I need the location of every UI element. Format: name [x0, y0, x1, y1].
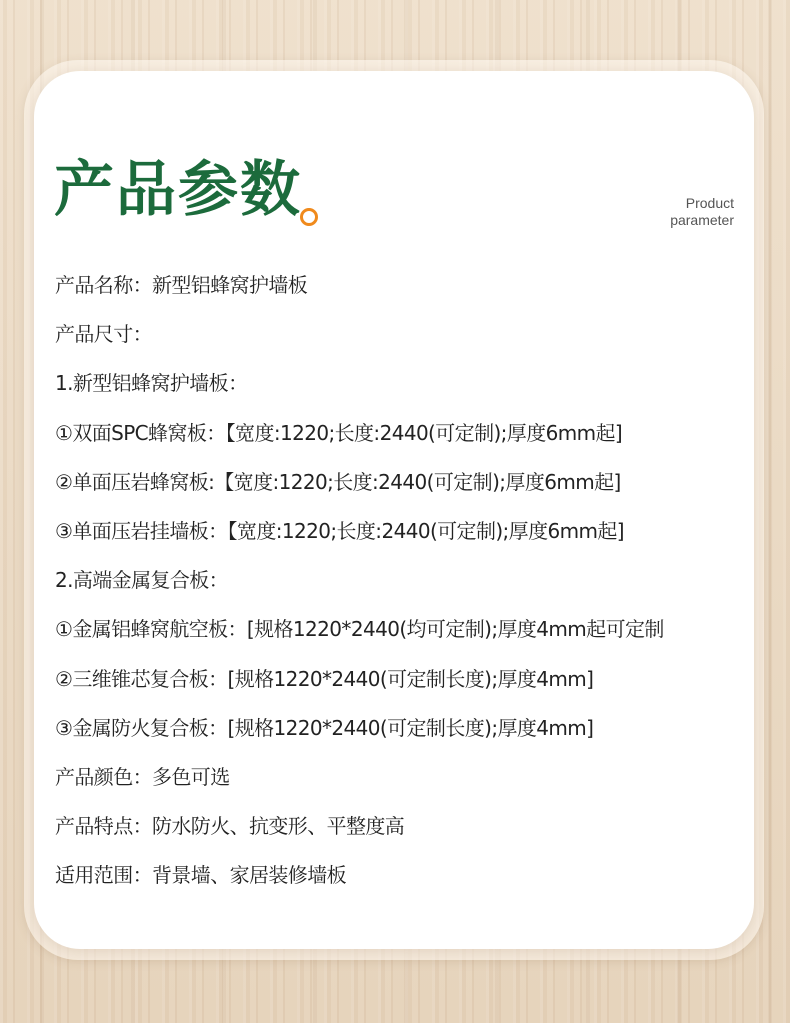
section-2-heading: 2.高端金属复合板：: [55, 568, 229, 593]
subtitle-line-1: Product: [685, 195, 734, 211]
spec-item-2-2: ②三维锥芯复合板：[规格1220*2440(可定制长度);厚度4mm]: [55, 666, 594, 691]
product-color-line: 产品颜色：多色可选: [55, 764, 230, 789]
spec-item-1-2: ②单面压岩蜂窝板:【宽度:1220;长度:2440(可定制);厚度6mm起]: [55, 469, 621, 494]
product-features-line: 产品特点：防水防火、抗变形、平整度高: [55, 814, 405, 839]
spec-item-2-1: ①金属铝蜂窝航空板：[规格1220*2440(均可定制);厚度4mm起可定制: [55, 617, 664, 642]
spec-item-1-3: ③单面压岩挂墙板：【宽度:1220;长度:2440(可定制);厚度6mm起]: [55, 518, 624, 543]
product-size-heading: 产品尺寸：: [55, 322, 152, 347]
spec-item-2-3: ③金属防火复合板：[规格1220*2440(可定制长度);厚度4mm]: [55, 715, 594, 740]
title-accent-dot: [300, 208, 318, 226]
parameter-list: [55, 266, 760, 905]
product-name-line: 产品名称：新型铝蜂窝护墙板: [55, 273, 308, 297]
section-1-heading: 1.新型铝蜂窝护墙板：: [55, 371, 248, 396]
page-title: 产品参数: [54, 155, 302, 225]
subtitle-line-2: parameter: [670, 212, 734, 228]
spec-item-1-1: ①双面SPC蜂窝板：【宽度:1220;长度:2440(可定制);厚度6mm起]: [55, 420, 623, 445]
page-subtitle: [574, 195, 734, 229]
application-scope-line: 适用范围：背景墙、家居装修墙板: [55, 863, 346, 888]
